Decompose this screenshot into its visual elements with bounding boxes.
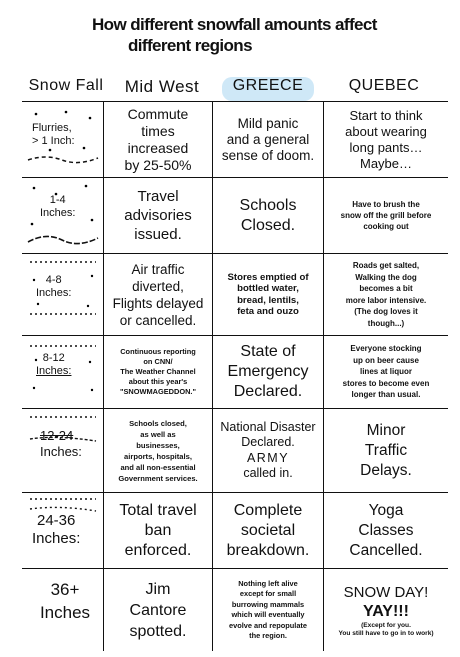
midwest-cell-line: advisories xyxy=(124,207,192,224)
snowfall-label: Inches: xyxy=(32,530,81,547)
greece-cell-line: Mild panic xyxy=(237,115,299,131)
midwest-cell-line: Continuous reporting xyxy=(120,347,196,356)
quebec-cell-line: Delays. xyxy=(360,461,412,479)
quebec-cell-line: Cancelled. xyxy=(349,541,423,559)
greece-cell-line: bottled water, xyxy=(237,283,299,294)
quebec-cell-line: (Except for you. xyxy=(361,621,411,629)
greece-cell-line: sense of doom. xyxy=(221,147,315,163)
snowfall-label: 4-8 xyxy=(45,274,62,286)
midwest-cell-line: enforced. xyxy=(124,541,192,559)
midwest-cell-line: on CNN/ xyxy=(143,357,173,366)
greece-cell-line: Nothing left alive xyxy=(238,578,298,588)
midwest-cell-line: ban xyxy=(144,521,172,539)
greece-cell-line: and a general xyxy=(226,131,310,147)
snowfall-label: 12-24 xyxy=(40,428,74,443)
quebec-cell-line: more labor intensive. xyxy=(345,295,427,305)
midwest-cell-line: Flights delayed xyxy=(112,295,204,311)
quebec-cell-line: stores to become even xyxy=(342,378,430,388)
header-greece: GREECE xyxy=(222,77,314,101)
greece-cell-line: feta and ouzo xyxy=(237,306,299,317)
quebec-cell-line: You still have to go in to work) xyxy=(338,629,434,637)
quebec-cell-line: snow off the grill before xyxy=(340,211,432,220)
midwest-cell-line: businesses, xyxy=(136,440,180,450)
page-title xyxy=(92,14,412,56)
midwest-cell-line: Commute xyxy=(127,105,189,122)
greece-cell-line: the region. xyxy=(249,631,287,640)
midwest-cell-line: Air traffic xyxy=(131,261,185,277)
midwest-cell-line: Total travel xyxy=(119,501,197,519)
greece-cell-line: State of xyxy=(240,343,296,360)
title-line-2: different regions xyxy=(128,36,252,55)
midwest-cell-line: The Weather Channel xyxy=(120,367,196,376)
greece-cell-line: Declared. xyxy=(241,435,295,449)
snowfall-label: 1-4 xyxy=(49,194,66,206)
greece-cell-line: Emergency xyxy=(227,363,309,380)
midwest-cell-line: Schools closed, xyxy=(129,418,187,428)
midwest-cell-line: about this year's xyxy=(128,377,188,386)
greece-cell-line: breakdown. xyxy=(226,541,310,559)
title-line-1: How different snowfall amounts affect xyxy=(92,15,377,34)
quebec-cell-line: (The dog loves it xyxy=(354,307,418,316)
midwest-cell-line: Travel xyxy=(137,188,179,205)
snowfall-label: Flurries, xyxy=(32,122,72,134)
quebec-cell-line: Everyone stocking xyxy=(350,344,422,354)
quebec-cell-line: Have to brush the xyxy=(352,200,420,209)
quebec-cell-line: longer than usual. xyxy=(351,390,421,400)
quebec-cell-line: cooking out xyxy=(363,222,409,231)
greece-cell-line: except for small xyxy=(239,589,297,598)
greece-cell-line: which will eventually xyxy=(231,610,305,619)
quebec-cell-line: YAY!!! xyxy=(363,602,409,620)
greece-cell-line: ARMY xyxy=(246,450,290,465)
greece-cell-line: societal xyxy=(240,521,296,539)
quebec-cell-line: Walking the dog xyxy=(355,272,417,282)
snowfall-label: 8-12 xyxy=(42,352,65,364)
greece-cell-line: Complete xyxy=(233,501,303,519)
quebec-cell-line: Minor xyxy=(366,421,406,439)
midwest-cell-line: issued. xyxy=(134,226,182,243)
snowfall-label: > 1 Inch: xyxy=(32,135,75,147)
midwest-cell-line: Jim xyxy=(145,580,171,598)
greece-cell-line: Schools xyxy=(239,196,297,214)
snowfall-label: Inches: xyxy=(40,207,76,219)
quebec-cell-line: Maybe… xyxy=(359,155,413,171)
snowfall-label: Inches xyxy=(39,603,91,622)
snowfall-label: Inches: xyxy=(40,444,82,459)
header-snowfall: Snow Fall xyxy=(28,77,104,94)
snowfall-label: Inches: xyxy=(36,365,72,377)
greece-cell-line: called in. xyxy=(243,466,293,480)
quebec-cell-line: long pants… xyxy=(349,139,423,155)
quebec-cell-line: up on beer cause xyxy=(353,355,419,365)
greece-cell-line: Closed. xyxy=(240,216,296,234)
midwest-cell-line: diverted, xyxy=(132,278,184,294)
quebec-cell-line: Roads get salted, xyxy=(352,261,420,270)
snowfall-label: Inches: xyxy=(36,287,72,299)
quebec-cell-line: Classes xyxy=(358,521,414,539)
greece-cell-line: bread, lentils, xyxy=(237,294,299,306)
midwest-cell-line: airports, hospitals, xyxy=(124,451,192,461)
header-quebec: QUEBEC xyxy=(348,77,420,94)
greece-cell-line: Stores emptied of xyxy=(227,271,309,283)
greece-cell-line: evolve and repopulate xyxy=(228,620,308,630)
quebec-cell-line: about wearing xyxy=(345,123,427,139)
quebec-cell-line: lines at liquor xyxy=(359,367,412,377)
quebec-cell-line: Traffic xyxy=(364,441,408,459)
midwest-cell-line: times xyxy=(141,122,175,139)
midwest-cell-line: "SNOWMAGEDDON." xyxy=(120,387,196,396)
greece-cell-line: burrowing mammals xyxy=(231,599,305,609)
quebec-cell-line: Start to think xyxy=(349,107,423,123)
midwest-cell-line: and all non-essential xyxy=(120,462,196,472)
snowfall-label: 36+ xyxy=(50,580,80,599)
quebec-cell-line: though...) xyxy=(367,318,405,328)
midwest-cell-line: as well as xyxy=(140,429,176,439)
midwest-cell-line: or cancelled. xyxy=(119,312,197,328)
midwest-cell-line: increased xyxy=(127,139,189,156)
greece-cell-line: National Disaster xyxy=(220,419,316,434)
snowfall-label: 24-36 xyxy=(37,512,76,529)
midwest-cell-line: by 25-50% xyxy=(124,156,192,173)
greece-cell-line: Declared. xyxy=(233,383,303,400)
quebec-cell-line: SNOW DAY! xyxy=(343,583,429,601)
quebec-cell-line: Yoga xyxy=(368,501,404,519)
midwest-cell-line: Cantore xyxy=(129,601,187,619)
midwest-cell-line: spotted. xyxy=(129,622,187,640)
quebec-cell-line: becomes a bit xyxy=(359,284,413,293)
header-midwest: Mid West xyxy=(124,77,200,96)
midwest-cell-line: Government services. xyxy=(118,473,198,483)
